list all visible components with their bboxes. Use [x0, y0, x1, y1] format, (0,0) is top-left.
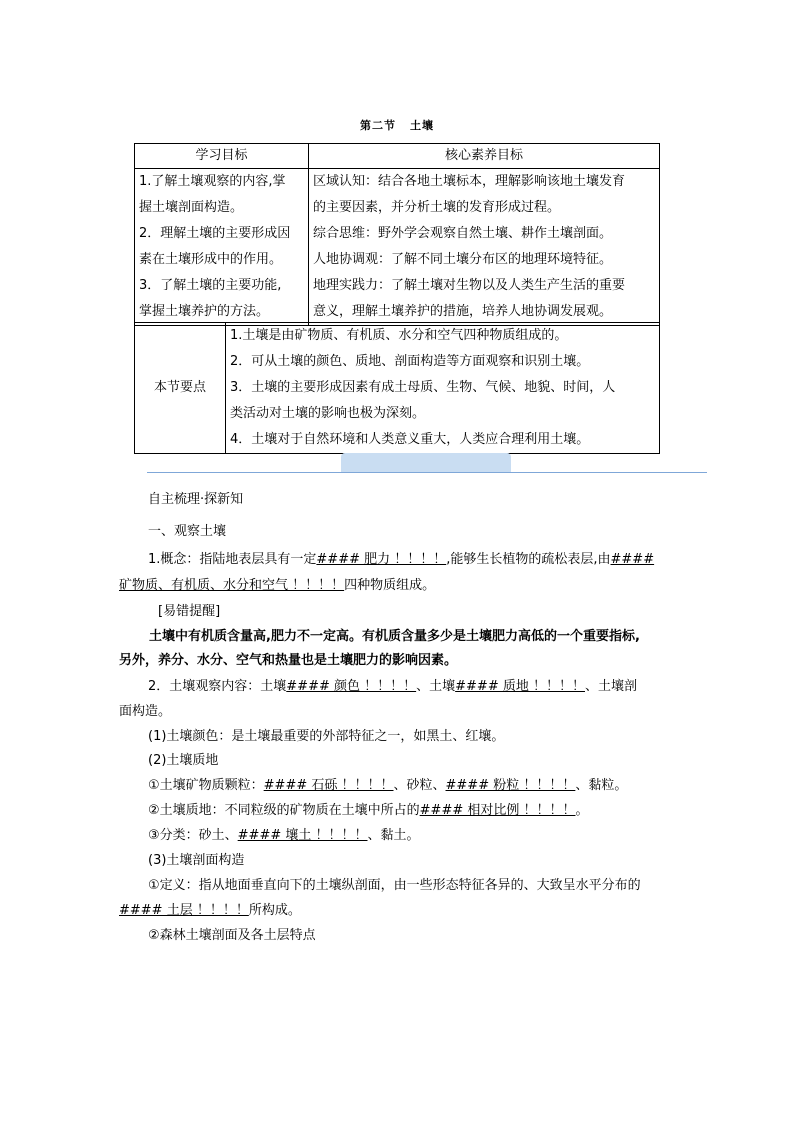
text-line: 2．土壤观察内容：土壤#### 颜色 ！！！！、土壤#### 质地 ！！！！、土壤剖 [148, 679, 637, 694]
section-header: 自主梳理·探新知 [148, 492, 244, 507]
keypoints-table [134, 322, 660, 454]
fill-blank: #### 石砾 ！！！！ [263, 778, 394, 793]
fill-blank: #### [610, 552, 655, 567]
header-learning-goals: 学习目标 [135, 144, 309, 169]
header-core-goals: 核心素养目标 [309, 144, 660, 169]
text-line: 矿物质、有机质、水分和空气 ！！！！四种物质组成。 [119, 578, 436, 593]
text-line: (1)土壤颜色：是土壤最重要的外部特征之一，如黑土、红壤。 [148, 729, 505, 744]
tip-label: [易错提醒] [158, 604, 221, 619]
section-banner-tab [341, 453, 511, 473]
text-line: ②土壤质地：不同粒级的矿物质在土壤中所占的#### 相对比例 ！！！！。 [148, 803, 589, 818]
text-line: (2)土壤质地 [148, 753, 219, 768]
text-line: #### 土层 ！！！！所构成。 [119, 903, 301, 918]
tip-text: 另外，养分、水分、空气和热量也是土壤肥力的影响因素。 [119, 653, 458, 668]
text-line: ①定义：指从地面垂直向下的土壤纵剖面，由一些形态特征各异的、大致呈水平分布的 [148, 878, 641, 893]
section-topic: 土壤 [410, 119, 434, 132]
keypoints-cell: 1.土壤是由矿物质、有机质、水分和空气四种物质组成的。 2．可从土壤的颜色、质地、剖面构造等方面观察和识别土壤。 3．土壤的主要形成因素有成土母质、生物、气候、地貌、时间，人 类活动对土壤的影响也极为深刻。 4．土壤对于自然环境和人类意义重大，人类应合理利用土壤。 [226, 323, 660, 454]
page-title [0, 117, 794, 133]
section-divider [147, 472, 707, 473]
fill-blank: #### 土层 ！！！！ [119, 903, 249, 918]
text-line: ①土壤矿物质颗粒：#### 石砾 ！！！！、砂粒、#### 粉粒 ！！！！、黏粒。 [148, 778, 628, 793]
text-line: ③分类：砂土、#### 壤土 ！！！！、黏土。 [148, 828, 420, 843]
text-line: (3)土壤剖面构造 [148, 853, 245, 868]
learning-goals-cell: 1.了解土壤观察的内容,掌 握土壤剖面构造。 2．理解土壤的主要形成因 素在土壤形成中的作用。 3．了解土壤的主要功能, 掌握土壤养护的方法。 [135, 169, 309, 326]
section-number: 第二节 [360, 119, 396, 132]
fill-blank: #### 壤土 ！！！！ [237, 828, 368, 843]
fill-blank: #### 肥力 ！！！！ [316, 552, 447, 567]
core-goals-cell: 区域认知：结合各地土壤标本，理解影响该地土壤发育 的主要因素，并分析土壤的发育形成过程。 综合思维：野外学会观察自然土壤、耕作土壤剖面。 人地协调观：了解不同土壤分布区的地理环境特征。 地理实践力：了解土壤对生物以及人类生产生活的重要 意义，理解土壤养护的措施，培养人地协调发展观。 [309, 169, 660, 326]
fill-blank: 矿物质、有机质、水分和空气 ！！！！ [119, 578, 345, 593]
fill-blank: #### 质地 ！！！！ [455, 679, 585, 694]
fill-blank: #### 相对比例 ！！！！ [419, 803, 576, 818]
heading-observe-soil: 一、观察土壤 [148, 524, 227, 539]
goals-table [134, 143, 660, 326]
keypoints-label: 本节要点 [135, 323, 226, 454]
fill-blank: #### 颜色 ！！！！ [286, 679, 417, 694]
text-line: 1.概念：指陆地表层具有一定#### 肥力 ！！！！,能够生长植物的疏松表层,由#### [148, 552, 655, 567]
fill-blank: #### 粉粒 ！！！！ [445, 778, 576, 793]
text-line: 面构造。 [119, 704, 172, 719]
text-line: ②森林土壤剖面及各土层特点 [148, 928, 316, 943]
tip-text: 土壤中有机质含量高,肥力不一定高。有机质含量多少是土壤肥力高低的一个重要指标, [149, 629, 640, 644]
